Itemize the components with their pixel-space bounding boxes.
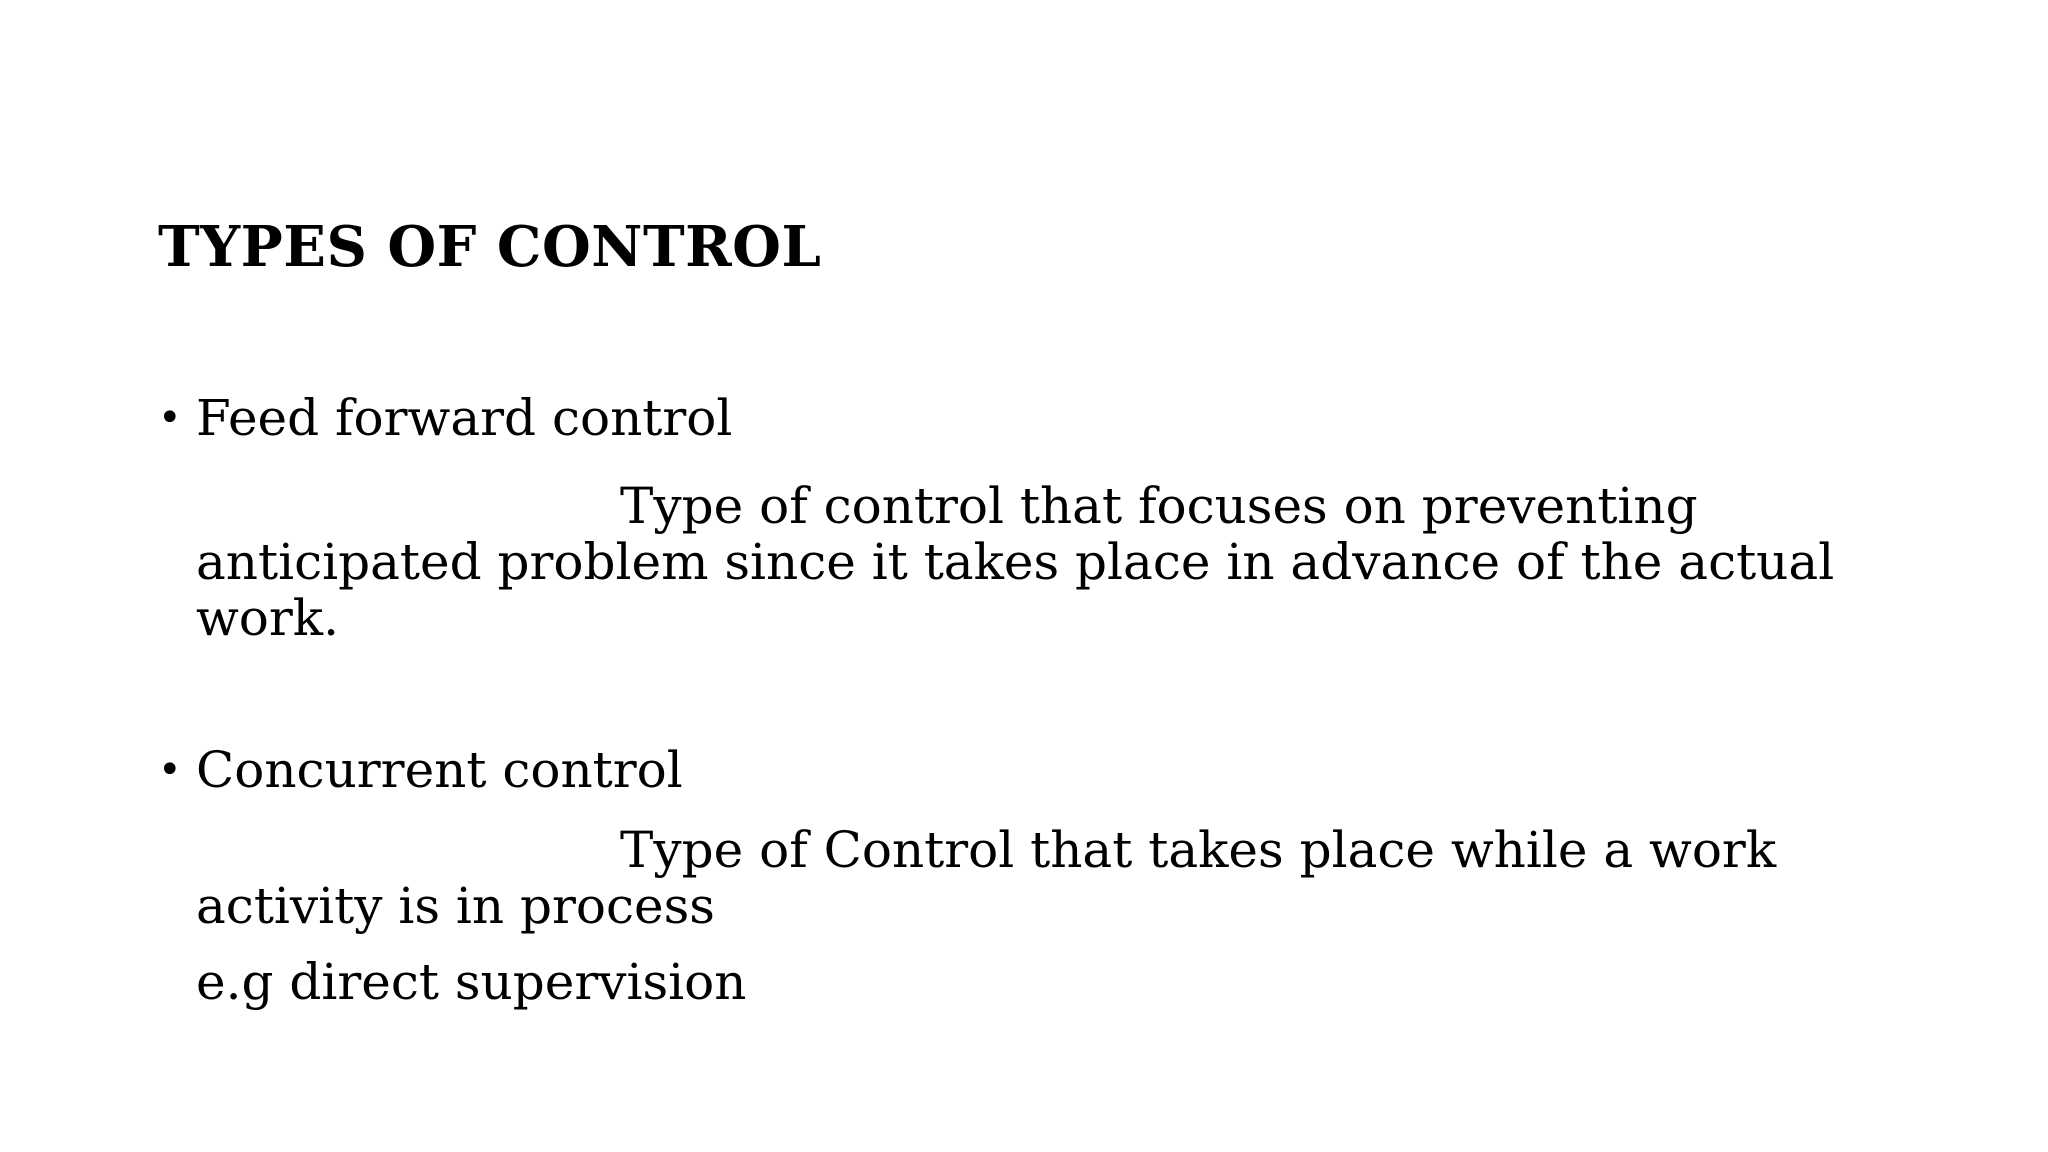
bullet-item-concurrent [158, 740, 683, 800]
slide-title: TYPES OF CONTROL [158, 214, 822, 280]
bullet-marker: • [158, 395, 182, 441]
bullet-description: Type of control that focuses on preventing anticipated problem since it takes place in advance of the actual work. [196, 477, 1835, 647]
bullet-marker: • [158, 747, 182, 793]
bullet-item-feed-forward [158, 388, 732, 448]
bullet-example: e.g direct supervision [196, 953, 747, 1011]
bullet-description: Type of Control that takes place while a work activity is in process [196, 821, 1777, 935]
bullet-heading: Feed forward control [196, 389, 733, 447]
bullet-heading: Concurrent control [196, 741, 683, 799]
